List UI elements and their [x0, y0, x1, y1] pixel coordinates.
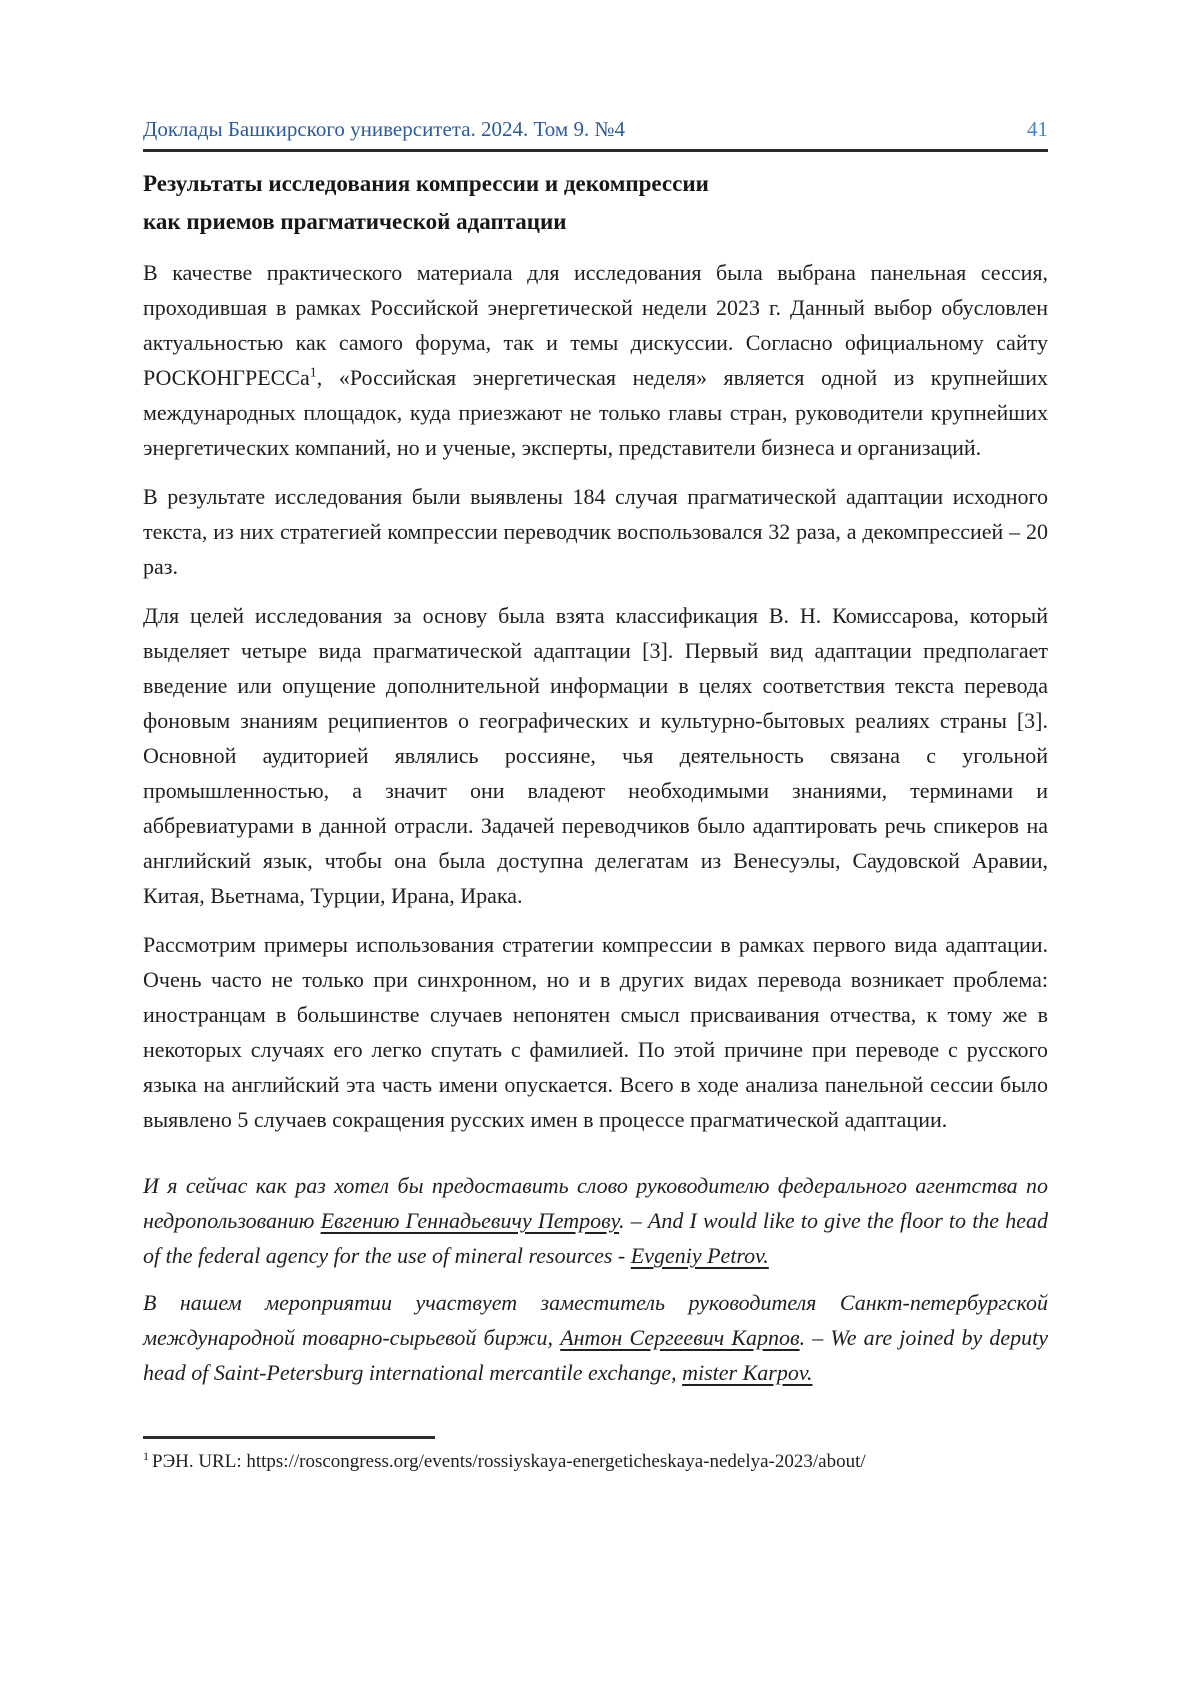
- footnote-marker: 1: [143, 1448, 149, 1463]
- section-heading-line2: как приемов прагматической адаптации: [143, 209, 567, 234]
- underlined-name: mister Karpov.: [682, 1360, 813, 1385]
- page-number: 41: [1027, 117, 1048, 141]
- example-paragraphs: [143, 1168, 1048, 1390]
- journal-title: Доклады Башкирского университета. 2024. Том 9. №4: [143, 117, 625, 141]
- section-heading-line1: Результаты исследования компрессии и декомпрессии: [143, 171, 709, 196]
- footnote: [143, 1449, 1048, 1475]
- header-rule: [143, 149, 1048, 152]
- example-paragraph: В нашем мероприятии участвует заместитель руководителя Санкт-петербургской международной товарно-сырьевой биржи, Антон Сергеевич Карпов. – We are joined by deputy head of Saint-Petersburg international mercantile exchange, mister Karpov.: [143, 1290, 1049, 1385]
- underlined-name: Евгению Геннадьевичу Петрову: [320, 1208, 620, 1233]
- body-paragraph: Для целей исследования за основу была взята классификация В. Н. Комиссарова, который выделяет четыре вида прагматической адаптации [3]. Первый вид адаптации предполагает введение или опущение дополнительной информации в целях соответствия текста перевода фоновым знаниям реципиентов о географических и культурно-бытовых реалиях страны [3]. Основной аудиторией являлись россияне, чья деятельность связана с угольной промышленностью, а значит они владеют необходимыми знаниями, терминами и аббревиатурами в данной отрасли. Задачей переводчиков было адаптировать речь спикеров на английский язык, чтобы она была доступна делегатам из Венесуэлы, Саудовской Аравии, Китая, Вьетнама, Турции, Ирана, Ирака.: [143, 603, 1048, 908]
- body-paragraphs: [143, 255, 1048, 1137]
- body-paragraph: В качестве практического материала для исследования была выбрана панельная сессия, проходившая в рамках Российской энергетической недели 2023 г. Данный выбор обусловлен актуальностью как самого форума, так и темы дискуссии. Согласно официальному сайту РОСКОНГРЕССа$^1$, «Российская энергетическая неделя» является одной из крупнейших международных площадок, куда приезжают не только главы стран, руководители крупнейших энергетических компаний, но и ученые, эксперты, представители бизнеса и организаций.: [143, 260, 1048, 460]
- underlined-name: Evgeniy Petrov.: [630, 1243, 769, 1268]
- body-paragraph: Рассмотрим примеры использования стратегии компрессии в рамках первого вида адаптации. Очень часто не только при синхронном, но и в других видах перевода возникает проблема: иностранцам в большинстве случаев непонятен смысл присваивания отчества, к тому же в некоторых случаях его легко спутать с фамилией. По этой причине при переводе с русского языка на английский эта часть имени опускается. Всего в ходе анализа панельной сессии было выявлено 5 случаев сокращения русских имен в процессе прагматической адаптации.: [143, 932, 1048, 1132]
- underlined-name: Антон Сергеевич Карпов: [560, 1325, 800, 1350]
- running-head: [143, 118, 1048, 140]
- footnote-text: РЭН. URL: https://roscongress.org/events/rossiyskaya-energeticheskaya-nedelya-2023/about/: [152, 1451, 866, 1472]
- footnote-reference: 1: [309, 365, 317, 381]
- body-paragraph: В результате исследования были выявлены 184 случая прагматической адаптации исходного текста, из них стратегией компрессии переводчик воспользовался 32 раза, а декомпрессией – 20 раз.: [143, 484, 1048, 579]
- example-paragraph: И я сейчас как раз хотел бы предоставить слово руководителю федерального агентства по недропользованию Евгению Геннадьевичу Петрову. – And I would like to give the floor to the head of the federal agency for the use of mineral resources - Evgeniy Petrov.: [143, 1173, 1048, 1268]
- footnote-rule: [143, 1436, 435, 1439]
- section-heading: [143, 165, 1048, 241]
